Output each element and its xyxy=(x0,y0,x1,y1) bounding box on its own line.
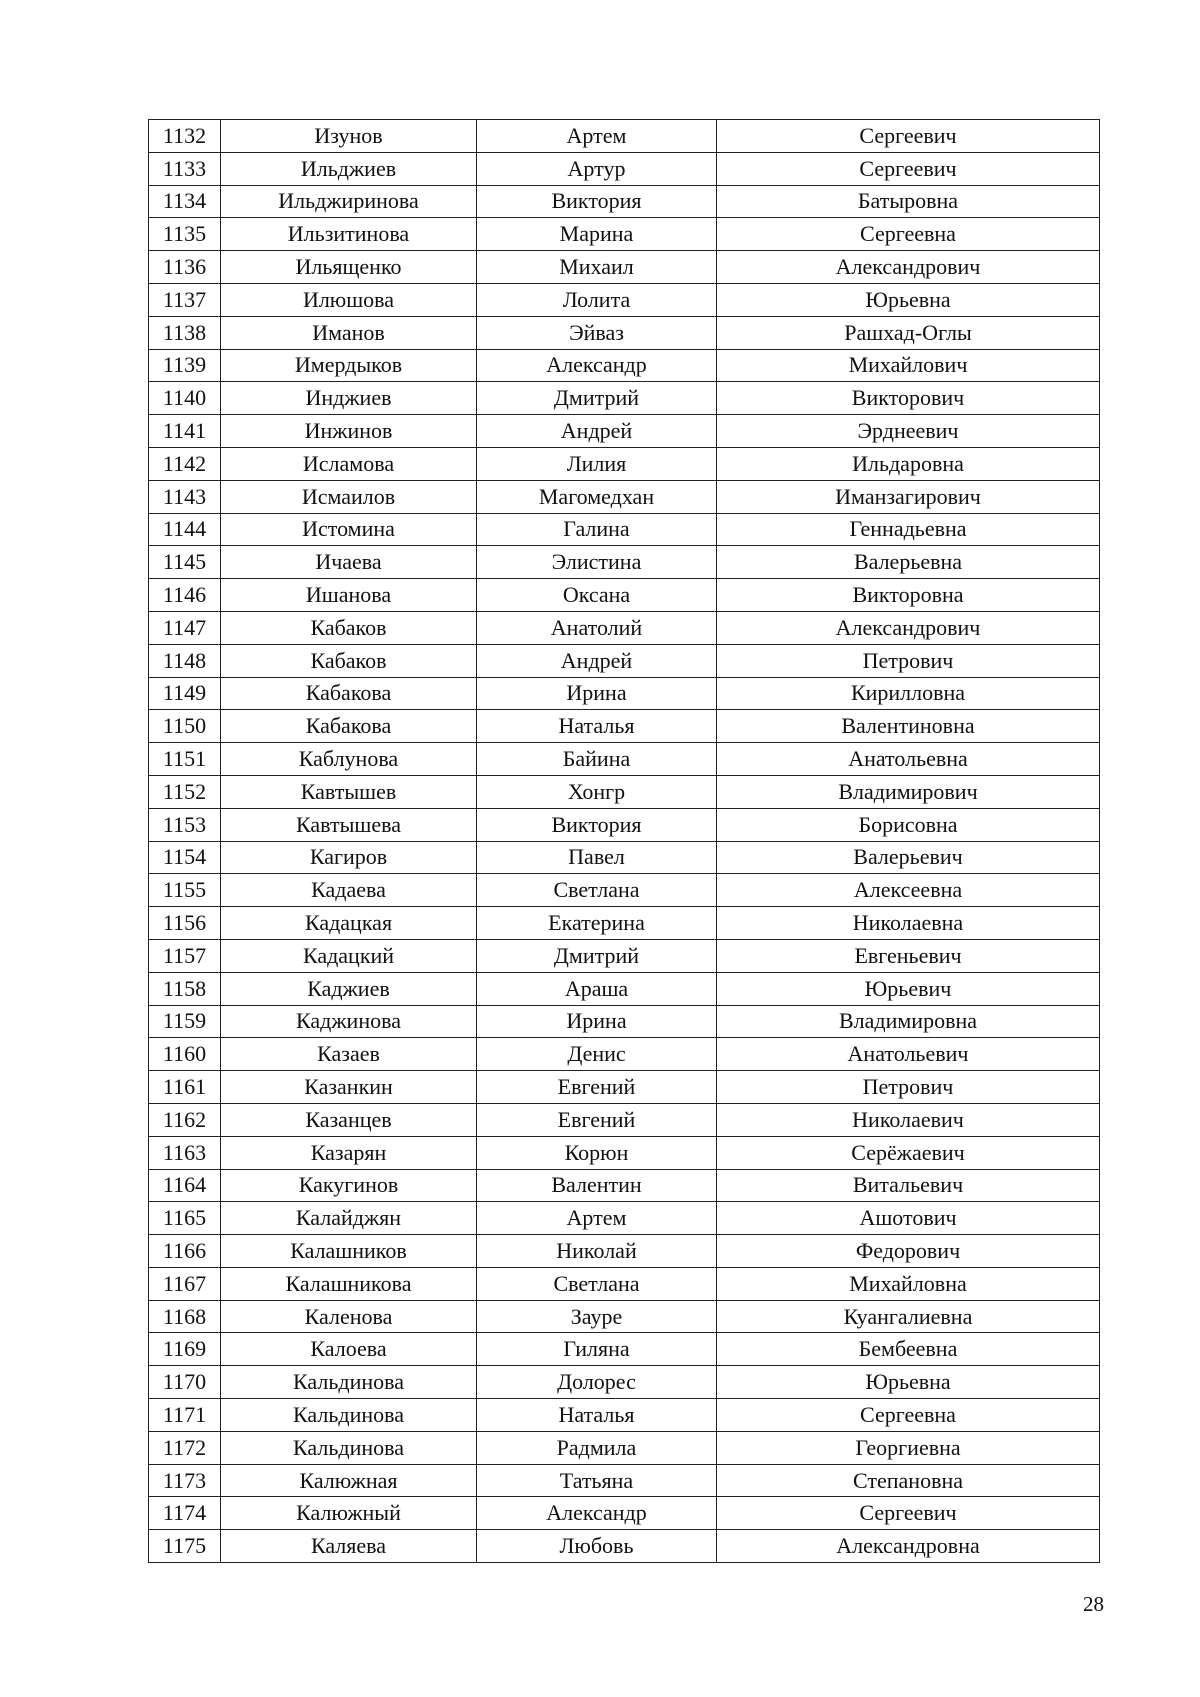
row-number-cell: 1173 xyxy=(149,1464,221,1497)
last-name-cell: Исламова xyxy=(221,447,477,480)
last-name-cell: Казанкин xyxy=(221,1071,477,1104)
patronymic-cell: Серёжаевич xyxy=(717,1136,1100,1169)
patronymic-cell: Сергеевич xyxy=(717,152,1100,185)
table-row xyxy=(149,120,1100,153)
table-row xyxy=(149,939,1100,972)
patronymic-cell: Анатольевич xyxy=(717,1038,1100,1071)
table-row xyxy=(149,480,1100,513)
table-row xyxy=(149,251,1100,284)
last-name-cell: Кавтышева xyxy=(221,808,477,841)
first-name-cell: Андрей xyxy=(477,644,717,677)
first-name-cell: Татьяна xyxy=(477,1464,717,1497)
table-row xyxy=(149,1136,1100,1169)
table-row xyxy=(149,644,1100,677)
last-name-cell: Кальдинова xyxy=(221,1399,477,1432)
last-name-cell: Кадаева xyxy=(221,874,477,907)
row-number-cell: 1153 xyxy=(149,808,221,841)
patronymic-cell: Сергеевич xyxy=(717,1497,1100,1530)
last-name-cell: Исмаилов xyxy=(221,480,477,513)
first-name-cell: Марина xyxy=(477,218,717,251)
first-name-cell: Светлана xyxy=(477,874,717,907)
first-name-cell: Элистина xyxy=(477,546,717,579)
patronymic-cell: Куангалиевна xyxy=(717,1300,1100,1333)
patronymic-cell: Николаевич xyxy=(717,1103,1100,1136)
table-row xyxy=(149,1431,1100,1464)
table-row xyxy=(149,415,1100,448)
row-number-cell: 1136 xyxy=(149,251,221,284)
last-name-cell: Калайджян xyxy=(221,1202,477,1235)
last-name-cell: Кабакова xyxy=(221,677,477,710)
last-name-cell: Ишанова xyxy=(221,579,477,612)
table-row xyxy=(149,1071,1100,1104)
first-name-cell: Анатолий xyxy=(477,611,717,644)
patronymic-cell: Петрович xyxy=(717,644,1100,677)
last-name-cell: Кабакова xyxy=(221,710,477,743)
last-name-cell: Ичаева xyxy=(221,546,477,579)
row-number-cell: 1138 xyxy=(149,316,221,349)
table-row xyxy=(149,316,1100,349)
last-name-cell: Калюжный xyxy=(221,1497,477,1530)
table-row xyxy=(149,1038,1100,1071)
first-name-cell: Александр xyxy=(477,1497,717,1530)
patronymic-cell: Петрович xyxy=(717,1071,1100,1104)
table-row xyxy=(149,1267,1100,1300)
table-row xyxy=(149,546,1100,579)
table-row xyxy=(149,1399,1100,1432)
first-name-cell: Эйваз xyxy=(477,316,717,349)
last-name-cell: Кальдинова xyxy=(221,1431,477,1464)
first-name-cell: Ирина xyxy=(477,1005,717,1038)
patronymic-cell: Евгеньевич xyxy=(717,939,1100,972)
first-name-cell: Долорес xyxy=(477,1366,717,1399)
last-name-cell: Казаев xyxy=(221,1038,477,1071)
row-number-cell: 1160 xyxy=(149,1038,221,1071)
patronymic-cell: Александрович xyxy=(717,611,1100,644)
table-row xyxy=(149,775,1100,808)
last-name-cell: Инжинов xyxy=(221,415,477,448)
first-name-cell: Артем xyxy=(477,1202,717,1235)
row-number-cell: 1165 xyxy=(149,1202,221,1235)
table-row xyxy=(149,579,1100,612)
table-row xyxy=(149,1300,1100,1333)
row-number-cell: 1144 xyxy=(149,513,221,546)
first-name-cell: Евгений xyxy=(477,1071,717,1104)
last-name-cell: Калоева xyxy=(221,1333,477,1366)
patronymic-cell: Анатольевна xyxy=(717,743,1100,776)
patronymic-cell: Витальевич xyxy=(717,1169,1100,1202)
patronymic-cell: Эрднеевич xyxy=(717,415,1100,448)
table-row xyxy=(149,1464,1100,1497)
table-row xyxy=(149,1497,1100,1530)
last-name-cell: Каляева xyxy=(221,1530,477,1563)
row-number-cell: 1154 xyxy=(149,841,221,874)
first-name-cell: Николай xyxy=(477,1235,717,1268)
row-number-cell: 1172 xyxy=(149,1431,221,1464)
row-number-cell: 1137 xyxy=(149,283,221,316)
first-name-cell: Байина xyxy=(477,743,717,776)
first-name-cell: Лилия xyxy=(477,447,717,480)
first-name-cell: Евгений xyxy=(477,1103,717,1136)
row-number-cell: 1156 xyxy=(149,907,221,940)
last-name-cell: Каблунова xyxy=(221,743,477,776)
row-number-cell: 1174 xyxy=(149,1497,221,1530)
first-name-cell: Гиляна xyxy=(477,1333,717,1366)
table-row xyxy=(149,874,1100,907)
row-number-cell: 1132 xyxy=(149,120,221,153)
row-number-cell: 1135 xyxy=(149,218,221,251)
row-number-cell: 1143 xyxy=(149,480,221,513)
last-name-cell: Кабаков xyxy=(221,644,477,677)
first-name-cell: Светлана xyxy=(477,1267,717,1300)
first-name-cell: Артем xyxy=(477,120,717,153)
first-name-cell: Наталья xyxy=(477,710,717,743)
last-name-cell: Истомина xyxy=(221,513,477,546)
patronymic-cell: Юрьевна xyxy=(717,1366,1100,1399)
first-name-cell: Павел xyxy=(477,841,717,874)
row-number-cell: 1151 xyxy=(149,743,221,776)
last-name-cell: Казанцев xyxy=(221,1103,477,1136)
last-name-cell: Каджиев xyxy=(221,972,477,1005)
patronymic-cell: Геннадьевна xyxy=(717,513,1100,546)
row-number-cell: 1150 xyxy=(149,710,221,743)
row-number-cell: 1164 xyxy=(149,1169,221,1202)
patronymic-cell: Валентиновна xyxy=(717,710,1100,743)
row-number-cell: 1159 xyxy=(149,1005,221,1038)
last-name-cell: Кадацкий xyxy=(221,939,477,972)
row-number-cell: 1139 xyxy=(149,349,221,382)
first-name-cell: Галина xyxy=(477,513,717,546)
patronymic-cell: Александровна xyxy=(717,1530,1100,1563)
row-number-cell: 1141 xyxy=(149,415,221,448)
table-row xyxy=(149,1333,1100,1366)
row-number-cell: 1157 xyxy=(149,939,221,972)
first-name-cell: Хонгр xyxy=(477,775,717,808)
row-number-cell: 1171 xyxy=(149,1399,221,1432)
table-row xyxy=(149,1005,1100,1038)
table-row xyxy=(149,611,1100,644)
first-name-cell: Зауре xyxy=(477,1300,717,1333)
page-number: 28 xyxy=(1083,1592,1104,1616)
patronymic-cell: Сергеевич xyxy=(717,120,1100,153)
patronymic-cell: Владимирович xyxy=(717,775,1100,808)
patronymic-cell: Ильдаровна xyxy=(717,447,1100,480)
table-row xyxy=(149,972,1100,1005)
table-row xyxy=(149,1366,1100,1399)
last-name-cell: Ильджиринова xyxy=(221,185,477,218)
last-name-cell: Каджинова xyxy=(221,1005,477,1038)
row-number-cell: 1162 xyxy=(149,1103,221,1136)
row-number-cell: 1133 xyxy=(149,152,221,185)
first-name-cell: Араша xyxy=(477,972,717,1005)
row-number-cell: 1146 xyxy=(149,579,221,612)
last-name-cell: Илюшова xyxy=(221,283,477,316)
first-name-cell: Виктория xyxy=(477,808,717,841)
table-row xyxy=(149,1202,1100,1235)
last-name-cell: Какугинов xyxy=(221,1169,477,1202)
table-row xyxy=(149,185,1100,218)
patronymic-cell: Степановна xyxy=(717,1464,1100,1497)
patronymic-cell: Юрьевна xyxy=(717,283,1100,316)
patronymic-cell: Борисовна xyxy=(717,808,1100,841)
row-number-cell: 1155 xyxy=(149,874,221,907)
last-name-cell: Кабаков xyxy=(221,611,477,644)
patronymic-cell: Батыровна xyxy=(717,185,1100,218)
first-name-cell: Корюн xyxy=(477,1136,717,1169)
last-name-cell: Изунов xyxy=(221,120,477,153)
last-name-cell: Ильзитинова xyxy=(221,218,477,251)
last-name-cell: Кальдинова xyxy=(221,1366,477,1399)
table-row xyxy=(149,677,1100,710)
row-number-cell: 1168 xyxy=(149,1300,221,1333)
table-row xyxy=(149,1103,1100,1136)
first-name-cell: Любовь xyxy=(477,1530,717,1563)
row-number-cell: 1142 xyxy=(149,447,221,480)
row-number-cell: 1175 xyxy=(149,1530,221,1563)
table-row xyxy=(149,349,1100,382)
row-number-cell: 1166 xyxy=(149,1235,221,1268)
roster-table xyxy=(148,119,1100,1563)
row-number-cell: 1170 xyxy=(149,1366,221,1399)
first-name-cell: Екатерина xyxy=(477,907,717,940)
table-row xyxy=(149,152,1100,185)
first-name-cell: Денис xyxy=(477,1038,717,1071)
table-row xyxy=(149,1530,1100,1563)
last-name-cell: Имердыков xyxy=(221,349,477,382)
row-number-cell: 1134 xyxy=(149,185,221,218)
patronymic-cell: Иманзагирович xyxy=(717,480,1100,513)
patronymic-cell: Валерьевич xyxy=(717,841,1100,874)
patronymic-cell: Николаевна xyxy=(717,907,1100,940)
table-row xyxy=(149,283,1100,316)
last-name-cell: Кадацкая xyxy=(221,907,477,940)
row-number-cell: 1152 xyxy=(149,775,221,808)
patronymic-cell: Сергеевна xyxy=(717,1399,1100,1432)
first-name-cell: Ирина xyxy=(477,677,717,710)
table-row xyxy=(149,743,1100,776)
first-name-cell: Лолита xyxy=(477,283,717,316)
first-name-cell: Магомедхан xyxy=(477,480,717,513)
last-name-cell: Иманов xyxy=(221,316,477,349)
first-name-cell: Валентин xyxy=(477,1169,717,1202)
last-name-cell: Калашникова xyxy=(221,1267,477,1300)
patronymic-cell: Бембеевна xyxy=(717,1333,1100,1366)
patronymic-cell: Рашхад-Оглы xyxy=(717,316,1100,349)
patronymic-cell: Викторовна xyxy=(717,579,1100,612)
table-row xyxy=(149,841,1100,874)
first-name-cell: Виктория xyxy=(477,185,717,218)
row-number-cell: 1161 xyxy=(149,1071,221,1104)
table-row xyxy=(149,808,1100,841)
first-name-cell: Андрей xyxy=(477,415,717,448)
row-number-cell: 1169 xyxy=(149,1333,221,1366)
first-name-cell: Оксана xyxy=(477,579,717,612)
last-name-cell: Калюжная xyxy=(221,1464,477,1497)
first-name-cell: Дмитрий xyxy=(477,939,717,972)
patronymic-cell: Сергеевна xyxy=(717,218,1100,251)
patronymic-cell: Кирилловна xyxy=(717,677,1100,710)
patronymic-cell: Владимировна xyxy=(717,1005,1100,1038)
row-number-cell: 1149 xyxy=(149,677,221,710)
row-number-cell: 1140 xyxy=(149,382,221,415)
patronymic-cell: Александрович xyxy=(717,251,1100,284)
last-name-cell: Кагиров xyxy=(221,841,477,874)
table-row xyxy=(149,1169,1100,1202)
last-name-cell: Ильджиев xyxy=(221,152,477,185)
table-row xyxy=(149,218,1100,251)
first-name-cell: Наталья xyxy=(477,1399,717,1432)
table-row xyxy=(149,710,1100,743)
row-number-cell: 1163 xyxy=(149,1136,221,1169)
roster-body xyxy=(149,120,1100,1563)
patronymic-cell: Георгиевна xyxy=(717,1431,1100,1464)
row-number-cell: 1147 xyxy=(149,611,221,644)
row-number-cell: 1167 xyxy=(149,1267,221,1300)
patronymic-cell: Викторович xyxy=(717,382,1100,415)
first-name-cell: Артур xyxy=(477,152,717,185)
row-number-cell: 1148 xyxy=(149,644,221,677)
first-name-cell: Михаил xyxy=(477,251,717,284)
last-name-cell: Каленова xyxy=(221,1300,477,1333)
last-name-cell: Инджиев xyxy=(221,382,477,415)
table-row xyxy=(149,382,1100,415)
row-number-cell: 1158 xyxy=(149,972,221,1005)
patronymic-cell: Алексеевна xyxy=(717,874,1100,907)
last-name-cell: Кавтышев xyxy=(221,775,477,808)
first-name-cell: Радмила xyxy=(477,1431,717,1464)
table-row xyxy=(149,447,1100,480)
patronymic-cell: Ашотович xyxy=(717,1202,1100,1235)
table-row xyxy=(149,513,1100,546)
first-name-cell: Дмитрий xyxy=(477,382,717,415)
last-name-cell: Ильященко xyxy=(221,251,477,284)
last-name-cell: Казарян xyxy=(221,1136,477,1169)
patronymic-cell: Михайловна xyxy=(717,1267,1100,1300)
table-row xyxy=(149,1235,1100,1268)
table-row xyxy=(149,907,1100,940)
last-name-cell: Калашников xyxy=(221,1235,477,1268)
first-name-cell: Александр xyxy=(477,349,717,382)
patronymic-cell: Валерьевна xyxy=(717,546,1100,579)
patronymic-cell: Михайлович xyxy=(717,349,1100,382)
row-number-cell: 1145 xyxy=(149,546,221,579)
patronymic-cell: Юрьевич xyxy=(717,972,1100,1005)
patronymic-cell: Федорович xyxy=(717,1235,1100,1268)
